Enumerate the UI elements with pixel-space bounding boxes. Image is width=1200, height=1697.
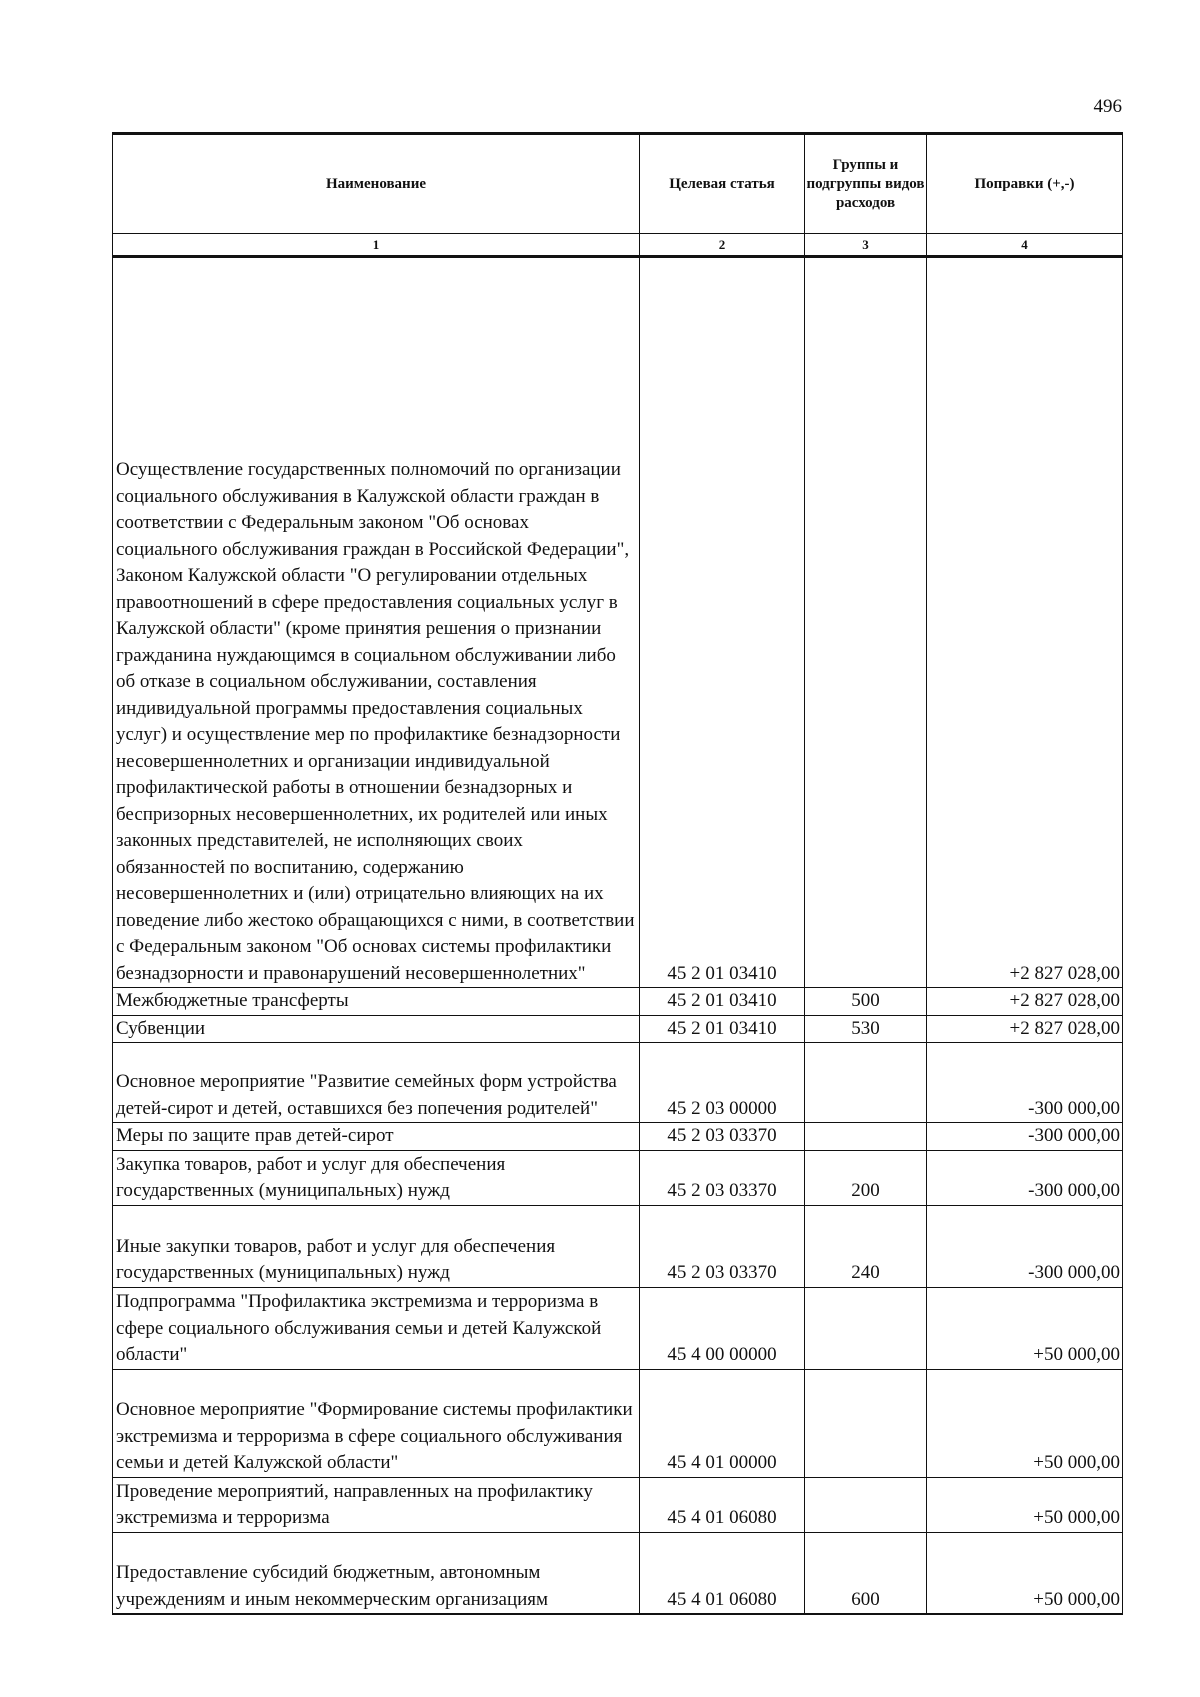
table-row <box>113 1123 1123 1151</box>
column-number: 2 <box>640 234 805 257</box>
table-row <box>113 1043 1123 1123</box>
row-expense-group: 240 <box>805 1205 927 1287</box>
row-target-code: 45 4 01 06080 <box>640 1532 805 1614</box>
table-row <box>113 257 1123 988</box>
row-amount: -300 000,00 <box>927 1043 1123 1123</box>
row-expense-group <box>805 1123 927 1151</box>
budget-table <box>112 132 1123 1615</box>
row-target-code: 45 2 03 03370 <box>640 1205 805 1287</box>
row-name: Основное мероприятие "Формирование системы профилактики экстремизма и терроризма в сфере социального обслуживания семьи и детей Калужской области" <box>113 1369 640 1477</box>
row-name: Основное мероприятие "Развитие семейных форм устройства детей-сирот и детей, оставшихся без попечения родителей" <box>113 1043 640 1123</box>
table-row <box>113 988 1123 1016</box>
row-target-code: 45 2 01 03410 <box>640 1015 805 1043</box>
row-name: Осуществление государственных полномочий по организации социального обслуживания в Калужской области граждан в соответствии с Федеральным законом "Об основах социального обслуживания граждан в Российской Федерации", Законом Калужской области "О регулировании отдельных правоотношений в сфере предоставления социальных услуг в Калужской области" (кроме принятия решения о признании гражданина нуждающимся в социальном обслуживании либо об отказе в социальном обслуживании, составления индивидуальной программы предоставления социальных услуг) и осуществление мер по профилактике безнадзорности несовершеннолетних и организации индивидуальной профилактической работы в отношении безнадзорных и беспризорных несовершеннолетних, их родителей или иных законных представителей, не исполняющих своих обязанностей по воспитанию, содержанию несовершеннолетних и (или) отрицательно влияющих на их поведение либо жестоко обращающихся с ними, в соответствии с Федеральным законом "Об основах системы профилактики безнадзорности и правонарушений несовершеннолетних" <box>113 257 640 988</box>
row-expense-group <box>805 1043 927 1123</box>
header-name: Наименование <box>113 134 640 234</box>
column-number-row <box>113 234 1123 257</box>
column-number: 3 <box>805 234 927 257</box>
row-name: Субвенции <box>113 1015 640 1043</box>
table-row <box>113 1205 1123 1287</box>
row-amount: +2 827 028,00 <box>927 988 1123 1016</box>
row-target-code: 45 2 01 03410 <box>640 988 805 1016</box>
table-row <box>113 1369 1123 1477</box>
table-row <box>113 1287 1123 1369</box>
page-number: 496 <box>1093 96 1122 117</box>
table-row <box>113 1532 1123 1614</box>
row-target-code: 45 2 03 03370 <box>640 1150 805 1205</box>
row-amount: +2 827 028,00 <box>927 257 1123 988</box>
row-target-code: 45 2 03 03370 <box>640 1123 805 1151</box>
row-expense-group: 530 <box>805 1015 927 1043</box>
row-target-code: 45 4 01 00000 <box>640 1369 805 1477</box>
row-name: Проведение мероприятий, направленных на профилактику экстремизма и терроризма <box>113 1477 640 1532</box>
row-expense-group <box>805 1477 927 1532</box>
row-amount: +2 827 028,00 <box>927 1015 1123 1043</box>
row-expense-group <box>805 257 927 988</box>
header-amount: Поправки (+,-) <box>927 134 1123 234</box>
header-groups: Группы и подгруппы видов расходов <box>805 134 927 234</box>
row-name: Подпрограмма "Профилактика экстремизма и терроризма в сфере социального обслуживания семьи и детей Калужской области" <box>113 1287 640 1369</box>
row-amount: +50 000,00 <box>927 1532 1123 1614</box>
row-name: Предоставление субсидий бюджетным, автономным учреждениям и иным некоммерческим организациям <box>113 1532 640 1614</box>
row-amount: +50 000,00 <box>927 1287 1123 1369</box>
row-expense-group: 500 <box>805 988 927 1016</box>
row-name: Меры по защите прав детей-сирот <box>113 1123 640 1151</box>
row-name: Закупка товаров, работ и услуг для обеспечения государственных (муниципальных) нужд <box>113 1150 640 1205</box>
row-amount: -300 000,00 <box>927 1205 1123 1287</box>
header-target: Целевая статья <box>640 134 805 234</box>
row-target-code: 45 4 00 00000 <box>640 1287 805 1369</box>
table-row <box>113 1015 1123 1043</box>
column-number: 1 <box>113 234 640 257</box>
row-target-code: 45 2 01 03410 <box>640 257 805 988</box>
row-amount: -300 000,00 <box>927 1150 1123 1205</box>
row-amount: +50 000,00 <box>927 1369 1123 1477</box>
row-amount: -300 000,00 <box>927 1123 1123 1151</box>
row-expense-group <box>805 1369 927 1477</box>
row-name: Иные закупки товаров, работ и услуг для обеспечения государственных (муниципальных) нужд <box>113 1205 640 1287</box>
row-expense-group: 600 <box>805 1532 927 1614</box>
row-expense-group: 200 <box>805 1150 927 1205</box>
header-row <box>113 134 1123 234</box>
row-target-code: 45 2 03 00000 <box>640 1043 805 1123</box>
row-expense-group <box>805 1287 927 1369</box>
table-row <box>113 1477 1123 1532</box>
row-target-code: 45 4 01 06080 <box>640 1477 805 1532</box>
table-row <box>113 1150 1123 1205</box>
column-number: 4 <box>927 234 1123 257</box>
row-amount: +50 000,00 <box>927 1477 1123 1532</box>
row-name: Межбюджетные трансферты <box>113 988 640 1016</box>
